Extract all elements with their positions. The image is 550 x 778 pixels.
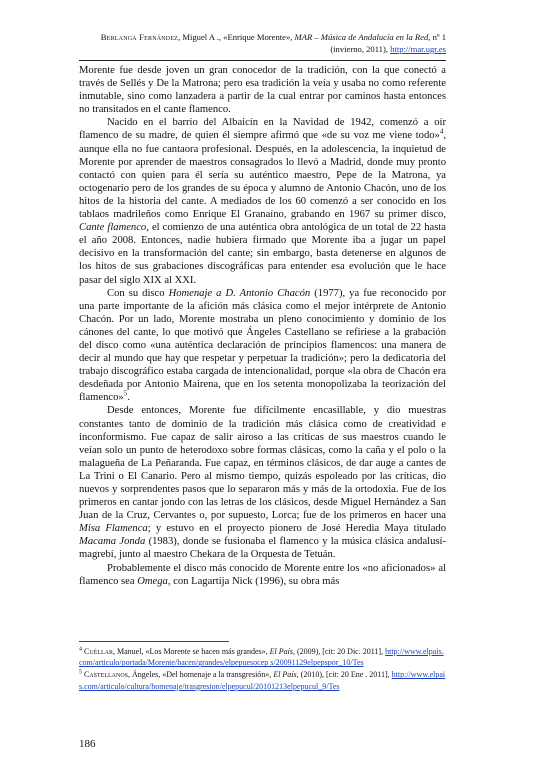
footnote-divider [79, 641, 229, 642]
header-issue: , nº 1 [428, 32, 446, 42]
body-text [79, 64, 446, 588]
paragraph-2: Nacido en el barrio del Albaicín en la Navidad de 1942, comenzó a oír flamenco de su madre, de quien él siempre afirmó que «de su voz me viene todo»$^4$, aunque ella no fue cantaora profesional. Después, en la adolescencia, la inquietud de Morente por aprender de maestros consagrados lo llevó a Madrid, donde muy pronto contactó con quien para él sería su auténtico maestro, Pepe de la Matrona, ya octogenario pero de los grandes de su época y alumno de Antonio Chacón, uno de los hitos de la historia del cante. A mediados de los 60 comenzó a ser conocido en los tablaos madrileños como Enrique El Granaíno, grabando en 1967 su primer disco, Cante flamenco, el comienzo de una auténtica obra antológica de un total de 22 hasta el año 2008. Entonces, nadie hubiera firmado que Morente iba a jugar un papel decisivo en la transformación del cante; sin embargo, basta detenerse en algunos de los hitos de sus grabaciones discográficas para entender esa evolución que le hace pasar del siglo XIX al XXI. [79, 117, 446, 286]
running-header [62, 31, 446, 55]
footnote-5-link[interactable]: http://www.elpais.com/articulo/cultura/homenaje/trasgresion/elpepucul/20101213elpepucul_9/Tes [79, 670, 446, 691]
header-author-rest: , Miguel A ., «Enrique Morente», [178, 32, 295, 42]
header-journal: MAR – Música de Andalucía en la Red [294, 32, 429, 42]
footnote-5: $^5$ Castellanos, Ángeles, «Del homenaje a la transgresión», El País, (2010), [cit: 20 Ene . 2011], http://www.elpais.com/articulo/cultura/homenaje/trasgresion/elpepucul/20101213elpepucul_9/Tes [79, 669, 446, 691]
header-authors: Berlanga Fernández [100, 32, 179, 42]
footnote-ref-5[interactable]: 5 [123, 389, 128, 398]
header-divider [79, 60, 446, 61]
paragraph-1: Morente fue desde joven un gran conocedor de la tradición, con la que conectó a través de Sellés y De la Matrona; pero esa tradición la veía y usaba no como referente inmutable, sino como lanzadera a partir de la cual entrar por caminos hasta entonces no transitados en el cante flamenco. [79, 65, 446, 116]
paragraph-5: Probablemente el disco más conocido de Morente entre los «no aficionados» al flamenco sea Omega, con Lagartija Nick (1996), su obra más [79, 562, 446, 587]
footnote-ref-4[interactable]: 4 [439, 127, 444, 136]
paragraph-3: Con su disco Homenaje a D. Antonio Chacón (1977), ya fue reconocido por una parte importante de la afición más clásica como el mejor intérprete de Antonio Chacón. Por un lado, Morente mostraba un pleno conocimiento y dominio de los cánones del cante, lo que motivó que Ángeles Castellano se refiriese a la grabación del disco como «una auténtica declaración de principios flamencos: una manera de decir al mundo que hay que respetar y perpetuar la tradición»; pero la dedicatoria del trabajo discográfico estaba cargada de intencionalidad, porque «la obra de Chacón era desdeñada por Antonio Mairena, que en los setenta monopolizaba la teorización del flamenco»$^5$. [79, 287, 447, 404]
page-number: 186 [79, 738, 96, 750]
footnote-4-link[interactable]: http://www.elpais.com/articulo/portada/Morente/hacen/grandes/elpepuesocep s/20091129elpepspor_10/Tes [79, 647, 444, 668]
paragraph-4: Desde entonces, Morente fue difícilmente encasillable, y dio muestras constantes tanto de dominio de la tradición más clásica como de creatividad e inconformismo. Fue capaz de salir airoso a las críticas de sus maestros cuando le veían solo un punto de heterodoxo sobre formas clásicas, como la caña y el polo o la malagueña de La Peñaranda. Fue capaz, en términos clásicos, de dar auge a cantes de La Trini o El Canario. Pero al mismo tiempo, quizás espoleado por las críticas, dio nuevos y sorprendentes pasos que lo separaron más y más de la ortodoxia. Fue de los primeros en cantar jondo con las letras de los clásicos, desde Miguel Hernández a San Juan de la Cruz, Cervantes o, por supuesto, Lorca; fue de los primeros en hacer una Misa Flamenca; y estuvo en el proyecto pionero de José Heredia Maya titulado Macama Jonda (1983), donde se fusionaba el flamenco y la música clásica andalusí-magrebí, junto al maestro Chekara de la Orquesta de Tetuán. [79, 405, 446, 561]
footnotes [79, 646, 446, 693]
header-season: (invierno, 2011), [330, 44, 391, 54]
footnote-4: $^4$ Cuéllar, Manuel, «Los Morente se hacen más grandes», El País, (2009), [cit: 20 Dic. 2011], http://www.elpais.com/articulo/portada/Morente/hacen/grandes/elpepuesocep s/20091129elpepspor_10/Tes [79, 646, 444, 668]
header-url-link[interactable]: http://mar.ugr.es [390, 44, 446, 54]
